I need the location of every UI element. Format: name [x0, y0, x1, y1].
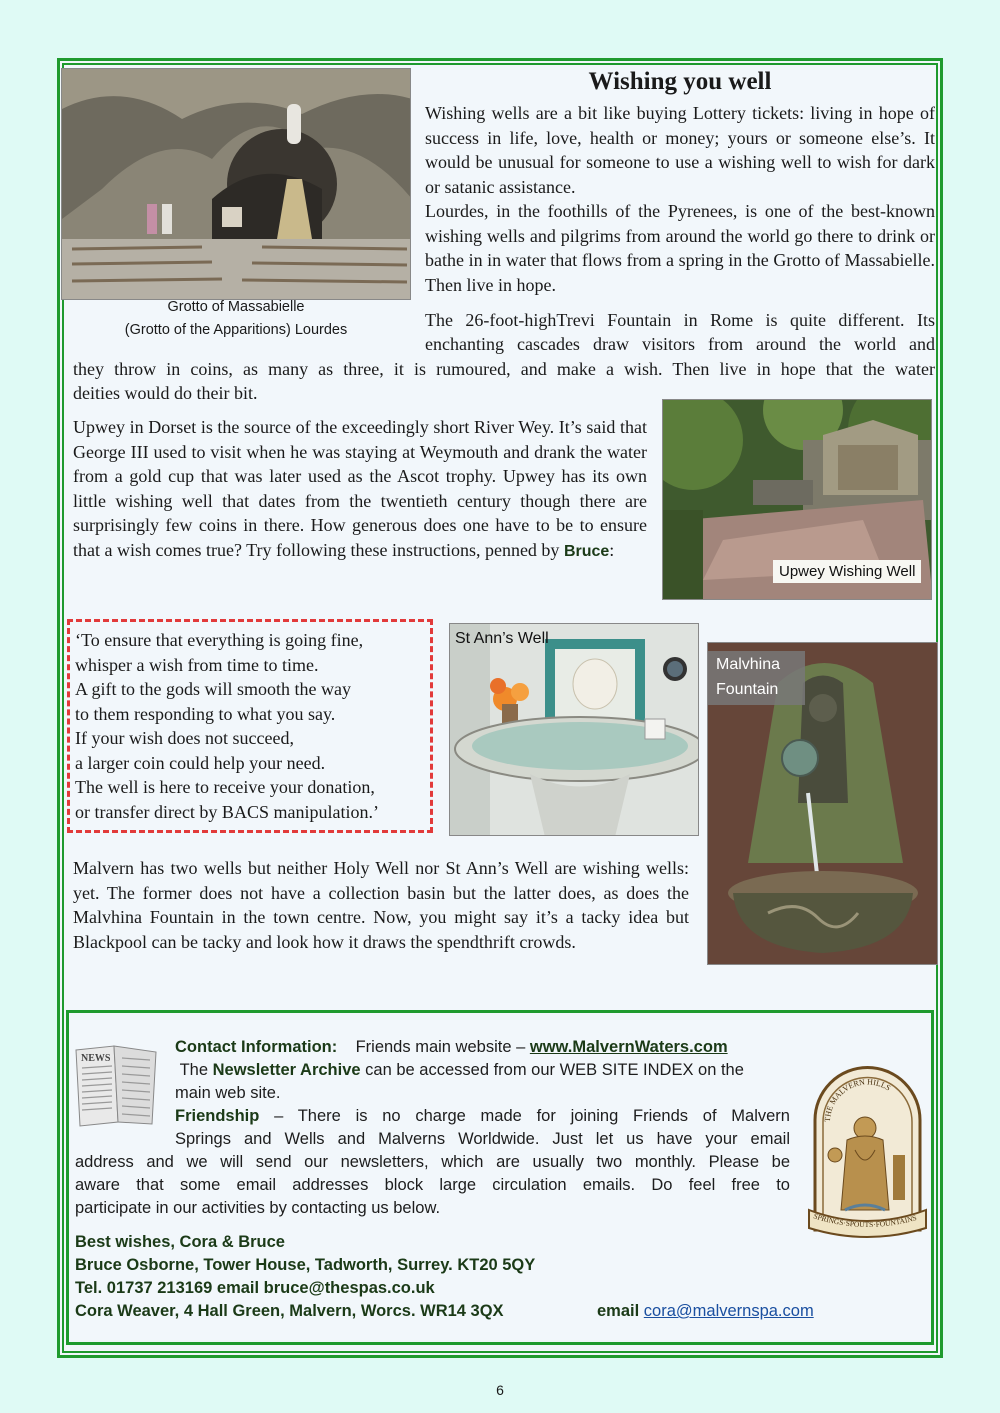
poem [75, 628, 430, 824]
malvhina-photo [707, 642, 938, 965]
upwey-label: Upwey Wishing Well [773, 560, 921, 583]
st-anns-photo [449, 623, 699, 836]
cora-email-label: email [597, 1302, 640, 1320]
newspaper-icon-text: NEWS [81, 1053, 111, 1064]
poem-line: The well is here to receive your donation, [75, 777, 375, 797]
poem-line: ‘To ensure that everything is going fine, [75, 630, 364, 650]
contact-line-6: address and we will send our newsletters, which are usually two monthly. Please be [75, 1153, 790, 1171]
bruce-tel: Tel. 01737 213169 email bruce@thespas.co.uk [75, 1279, 435, 1297]
grotto-photo [61, 68, 411, 300]
website-link[interactable]: www.MalvernWaters.com [529, 1038, 728, 1056]
logo-bottom-text: SPRINGS·SPOUTS·FOUNTAINS [812, 1211, 918, 1230]
archive-rest: can be accessed from our WEB SITE INDEX on the [365, 1061, 744, 1079]
cora-address: Cora Weaver, 4 Hall Green, Malvern, Worcs. WR14 3QX [75, 1302, 504, 1320]
article-title: Wishing you well [588, 68, 772, 95]
contact-line-1 [175, 1036, 728, 1059]
poem-line: A gift to the gods will smooth the way [75, 679, 351, 699]
contact-heading: Contact Information: [175, 1038, 338, 1056]
paragraph-5: Malvern has two wells but neither Holy Well nor St Ann’s Well are wishing wells: yet. The former does not have a collection basin but the latter does, as does the Malvhina Fountain in the town centre. Now, you might say it’s a tacky idea but Blackpool can be tacky and look how it draws the spendthrift crowds. [73, 858, 689, 952]
newsletter-archive: Newsletter Archive [212, 1061, 361, 1079]
paragraph-2: Lourdes, in the foothills of the Pyrenees, is one of the best-known wishing wells and pilgrims from around the world go there to drink or bathe in in water that flows from a spring in the Grotto of Massabielle. Then live in hope. [425, 201, 935, 295]
page-number: 6 [496, 1382, 504, 1398]
friendship-text: – There is no charge made for joining Friends of Malvern [274, 1107, 790, 1125]
logo-top-text: THE MALVERN HILLS [822, 1077, 893, 1123]
st-anns-label: St Ann’s Well [455, 630, 549, 647]
poem-line: If your wish does not succeed, [75, 728, 294, 748]
poem-line: whisper a wish from time to time. [75, 654, 319, 675]
cora-email-link[interactable]: cora@malvernspa.com [643, 1302, 814, 1320]
malvhina-label [708, 651, 805, 705]
bruce-address: Bruce Osborne, Tower House, Tadworth, Surrey. KT20 5QY [75, 1256, 536, 1274]
grotto-caption [100, 296, 372, 342]
newspaper-icon [74, 1044, 160, 1128]
grotto-caption-line-1: Grotto of Massabielle [167, 299, 305, 315]
best-wishes: Best wishes, Cora & Bruce [75, 1233, 285, 1251]
poem-line: a larger coin could help your need. [75, 752, 326, 773]
malvern-hills-logo [805, 1060, 930, 1240]
contact-line-3: main web site. [175, 1084, 281, 1102]
malvhina-label-line-1: Malvhina [716, 656, 781, 673]
paragraph-4-colon: : [609, 539, 615, 560]
author-bruce: Bruce [563, 542, 610, 560]
website-intro: Friends main website – [355, 1038, 526, 1056]
poem-line: or transfer direct by BACS manipulation.’ [75, 801, 379, 822]
malvhina-label-line-2: Fountain [716, 681, 779, 698]
cora-email [597, 1300, 814, 1323]
contact-line-4 [175, 1105, 790, 1128]
paragraph-1: Wishing wells are a bit like buying Lottery tickets: living in hope of success in life, love, health or money; yours or someone else’s. It would be unusual for someone to use a wishing well to wish for dark or satanic assistance. [425, 103, 935, 197]
contact-line-7: aware that some email addresses block large circulation emails. Do feel free to [75, 1176, 790, 1194]
paragraph-3-line-4: deities would do their bit. [73, 383, 258, 403]
paragraph-3-line-1: The 26-foot-highTrevi Fountain in Rome is quite different. Its [425, 310, 935, 330]
friendship-heading: Friendship [175, 1107, 260, 1125]
contact-line-2 [175, 1059, 744, 1082]
contact-line-8: participate in our activities by contacting us below. [75, 1199, 441, 1217]
upwey-photo [662, 399, 932, 600]
archive-pre: The [179, 1061, 209, 1079]
paragraph-3-line-2: enchanting cascades draw visitors from around the world and [425, 334, 935, 354]
poem-line: to them responding to what you say. [75, 703, 336, 724]
grotto-caption-line-2: (Grotto of the Apparitions) Lourdes [124, 322, 348, 338]
paragraph-4 [73, 415, 647, 564]
contact-line-5: Springs and Wells and Malverns Worldwide. Just let us have your email [175, 1130, 790, 1148]
paragraph-3-line-3: they throw in coins, as many as three, it is rumoured, and make a wish. Then live in hope that the water [73, 359, 935, 379]
paragraph-4-text: Upwey in Dorset is the source of the exceedingly short River Wey. It’s said that George III used to visit when he was staying at Weymouth and drank the water from a gold cup that was later used as the Ascot trophy. Upwey has its own little wishing well that dates from the twentieth century though there are surprisingly few coins in there. How generous does one have to be to ensure that a wish comes true? Try following these instructions, penned by [73, 417, 647, 560]
